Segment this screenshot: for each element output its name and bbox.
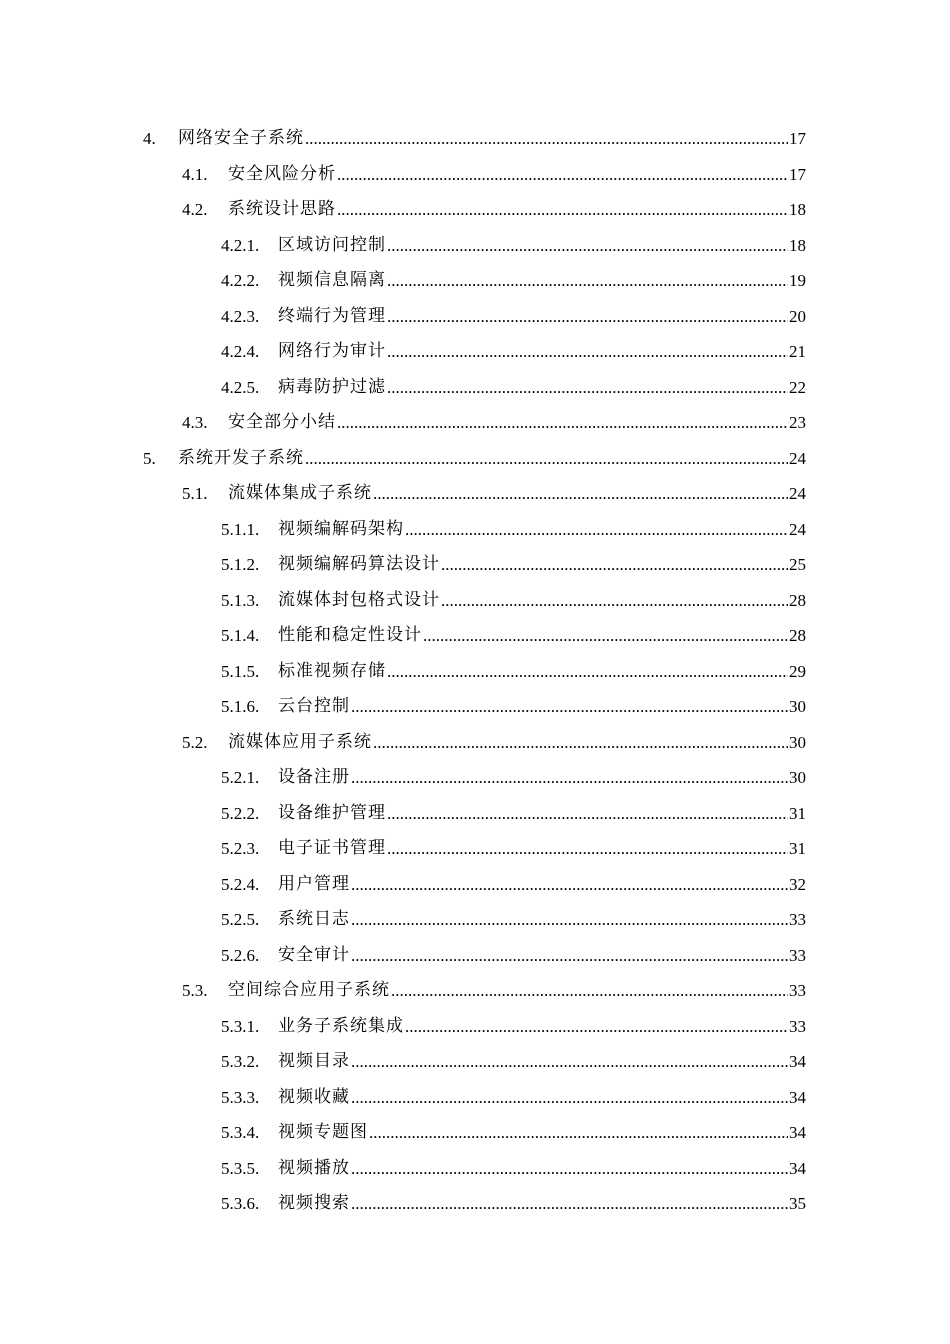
toc-entry-page: 34 <box>789 1052 806 1072</box>
toc-dot-leader <box>305 450 788 467</box>
toc-entry-5-1-5[interactable] <box>0 654 950 690</box>
toc-entry-5-2-4[interactable] <box>0 867 950 903</box>
toc-entry-title: 视频目录 <box>278 1051 350 1072</box>
toc-entry-page: 29 <box>789 661 806 681</box>
toc-dot-leader <box>405 1018 788 1035</box>
toc-entry-4-2-1[interactable] <box>0 228 950 264</box>
toc-entry-title: 区域访问控制 <box>278 234 386 255</box>
toc-entry-number: 4. <box>143 129 156 149</box>
toc-dot-leader <box>387 343 788 360</box>
toc-entry-number: 5.3. <box>182 981 208 1001</box>
toc-entry-title: 设备维护管理 <box>278 802 386 823</box>
toc-dot-leader <box>351 1089 788 1106</box>
toc-entry-number: 5. <box>143 448 156 468</box>
toc-dot-leader <box>387 237 788 254</box>
toc-dot-leader <box>351 698 788 715</box>
toc-entry-number: 5.2.2. <box>221 803 260 823</box>
toc-entry-number: 4.3. <box>182 413 208 433</box>
toc-entry-page: 34 <box>789 1087 806 1107</box>
toc-entry-page: 28 <box>789 590 806 610</box>
toc-entry-title: 空间综合应用子系统 <box>228 980 390 1001</box>
toc-entry-5-2-3[interactable] <box>0 831 950 867</box>
toc-entry-title: 视频编解码架构 <box>278 518 404 539</box>
toc-entry-number: 5.2.1. <box>221 768 260 788</box>
toc-entry-title: 电子证书管理 <box>278 838 386 859</box>
toc-entry-5-1-2[interactable] <box>0 547 950 583</box>
toc-entry-number: 4.2.3. <box>221 306 260 326</box>
toc-entry-5-1-3[interactable] <box>0 583 950 619</box>
toc-dot-leader <box>351 769 788 786</box>
toc-entry-number: 5.2.4. <box>221 874 260 894</box>
toc-entry-title: 视频专题图 <box>278 1122 368 1143</box>
toc-entry-page: 23 <box>789 413 806 433</box>
toc-entry-page: 33 <box>789 1016 806 1036</box>
toc-entry-5-2-2[interactable] <box>0 796 950 832</box>
toc-entry-title: 流媒体封包格式设计 <box>278 589 440 610</box>
toc-dot-leader <box>337 201 788 218</box>
toc-entry-page: 32 <box>789 874 806 894</box>
toc-entry-title: 视频播放 <box>278 1157 350 1178</box>
toc-entry-page: 28 <box>789 626 806 646</box>
toc-entry-title: 云台控制 <box>278 696 350 717</box>
toc-entry-number: 5.3.5. <box>221 1158 260 1178</box>
toc-dot-leader <box>441 556 788 573</box>
table-of-contents <box>0 121 950 1222</box>
toc-entry-page: 31 <box>789 839 806 859</box>
toc-entry-page: 30 <box>789 732 806 752</box>
toc-dot-leader <box>337 414 788 431</box>
toc-dot-leader <box>351 1195 788 1212</box>
toc-entry-number: 4.1. <box>182 164 208 184</box>
toc-entry-page: 17 <box>789 129 806 149</box>
toc-entry-title: 终端行为管理 <box>278 305 386 326</box>
toc-entry-title: 安全审计 <box>278 944 350 965</box>
toc-entry-number: 4.2.2. <box>221 271 260 291</box>
toc-dot-leader <box>391 982 788 999</box>
toc-entry-4-2-3[interactable] <box>0 299 950 335</box>
toc-entry-page: 34 <box>789 1123 806 1143</box>
toc-entry-title: 安全风险分析 <box>228 163 336 184</box>
toc-entry-5-3-1[interactable] <box>0 1009 950 1045</box>
toc-entry-5-3-2[interactable] <box>0 1044 950 1080</box>
toc-dot-leader <box>387 308 788 325</box>
toc-dot-leader <box>405 521 788 538</box>
toc-entry-number: 5.1.4. <box>221 626 260 646</box>
toc-entry-title: 视频搜索 <box>278 1193 350 1214</box>
toc-entry-page: 18 <box>789 200 806 220</box>
toc-entry-page: 20 <box>789 306 806 326</box>
toc-entry-page: 30 <box>789 768 806 788</box>
toc-entry-page: 22 <box>789 377 806 397</box>
toc-entry-page: 17 <box>789 164 806 184</box>
toc-entry-5-3[interactable] <box>0 973 950 1009</box>
toc-entry-page: 24 <box>789 484 806 504</box>
toc-dot-leader <box>387 805 788 822</box>
toc-entry-5-2-1[interactable] <box>0 760 950 796</box>
toc-entry-page: 34 <box>789 1158 806 1178</box>
toc-dot-leader <box>423 627 788 644</box>
toc-entry-number: 5.1. <box>182 484 208 504</box>
toc-entry-title: 标准视频存储 <box>278 660 386 681</box>
toc-dot-leader <box>373 734 788 751</box>
toc-entry-page: 19 <box>789 271 806 291</box>
toc-entry-number: 4.2.5. <box>221 377 260 397</box>
toc-entry-number: 5.1.2. <box>221 555 260 575</box>
toc-dot-leader <box>305 130 788 147</box>
toc-entry-4-2[interactable] <box>0 192 950 228</box>
toc-entry-number: 5.3.6. <box>221 1194 260 1214</box>
toc-entry-5-1[interactable] <box>0 476 950 512</box>
toc-entry-4-1[interactable] <box>0 157 950 193</box>
toc-entry-page: 21 <box>789 342 806 362</box>
toc-entry-number: 5.3.2. <box>221 1052 260 1072</box>
toc-entry-number: 5.2. <box>182 732 208 752</box>
toc-entry-title: 系统设计思路 <box>228 199 336 220</box>
toc-dot-leader <box>337 166 788 183</box>
toc-entry-number: 5.3.1. <box>221 1016 260 1036</box>
toc-entry-number: 5.1.3. <box>221 590 260 610</box>
toc-dot-leader <box>373 485 788 502</box>
toc-entry-page: 25 <box>789 555 806 575</box>
toc-entry-4-3[interactable] <box>0 405 950 441</box>
toc-entry-page: 24 <box>789 448 806 468</box>
toc-entry-5-1-6[interactable] <box>0 689 950 725</box>
toc-entry-5-1-1[interactable] <box>0 512 950 548</box>
toc-entry-5-3-3[interactable] <box>0 1080 950 1116</box>
toc-entry-title: 网络安全子系统 <box>178 128 304 149</box>
toc-entry-number: 5.3.4. <box>221 1123 260 1143</box>
toc-entry-page: 33 <box>789 945 806 965</box>
toc-entry-5-3-6[interactable] <box>0 1186 950 1222</box>
toc-entry-number: 4.2.1. <box>221 235 260 255</box>
toc-entry-4-2-4[interactable] <box>0 334 950 370</box>
toc-entry-title: 视频收藏 <box>278 1086 350 1107</box>
toc-entry-title: 流媒体集成子系统 <box>228 483 372 504</box>
toc-dot-leader <box>387 840 788 857</box>
toc-entry-title: 用户管理 <box>278 873 350 894</box>
toc-entry-5-2-5[interactable] <box>0 902 950 938</box>
toc-entry-title: 视频编解码算法设计 <box>278 554 440 575</box>
toc-entry-page: 35 <box>789 1194 806 1214</box>
toc-entry-number: 5.2.3. <box>221 839 260 859</box>
toc-entry-5-3-4[interactable] <box>0 1115 950 1151</box>
toc-entry-number: 5.1.1. <box>221 519 260 539</box>
toc-entry-number: 4.2. <box>182 200 208 220</box>
toc-dot-leader <box>351 1053 788 1070</box>
toc-dot-leader <box>369 1124 788 1141</box>
toc-dot-leader <box>441 592 788 609</box>
toc-entry-page: 33 <box>789 981 806 1001</box>
toc-entry-title: 网络行为审计 <box>278 341 386 362</box>
toc-entry-5-3-5[interactable] <box>0 1151 950 1187</box>
toc-dot-leader <box>351 911 788 928</box>
toc-dot-leader <box>351 876 788 893</box>
toc-entry-5-2-6[interactable] <box>0 938 950 974</box>
toc-dot-leader <box>351 1160 788 1177</box>
toc-entry-4-2-5[interactable] <box>0 370 950 406</box>
toc-dot-leader <box>387 379 788 396</box>
toc-entry-title: 设备注册 <box>278 767 350 788</box>
toc-entry-number: 5.2.6. <box>221 945 260 965</box>
toc-entry-title: 系统日志 <box>278 909 350 930</box>
toc-entry-title: 系统开发子系统 <box>178 447 304 468</box>
toc-entry-title: 视频信息隔离 <box>278 270 386 291</box>
toc-entry-page: 31 <box>789 803 806 823</box>
toc-dot-leader <box>351 947 788 964</box>
toc-entry-title: 业务子系统集成 <box>278 1015 404 1036</box>
toc-entry-title: 性能和稳定性设计 <box>278 625 422 646</box>
toc-entry-number: 5.3.3. <box>221 1087 260 1107</box>
toc-entry-title: 安全部分小结 <box>228 412 336 433</box>
toc-entry-4[interactable] <box>0 121 950 157</box>
toc-dot-leader <box>387 272 788 289</box>
toc-entry-number: 4.2.4. <box>221 342 260 362</box>
toc-entry-4-2-2[interactable] <box>0 263 950 299</box>
toc-entry-title: 流媒体应用子系统 <box>228 731 372 752</box>
toc-entry-number: 5.1.6. <box>221 697 260 717</box>
toc-entry-page: 24 <box>789 519 806 539</box>
toc-entry-number: 5.2.5. <box>221 910 260 930</box>
toc-entry-5-1-4[interactable] <box>0 618 950 654</box>
toc-entry-5[interactable] <box>0 441 950 477</box>
toc-dot-leader <box>387 663 788 680</box>
toc-entry-page: 18 <box>789 235 806 255</box>
toc-entry-page: 33 <box>789 910 806 930</box>
toc-entry-title: 病毒防护过滤 <box>278 376 386 397</box>
toc-entry-5-2[interactable] <box>0 725 950 761</box>
toc-entry-page: 30 <box>789 697 806 717</box>
toc-entry-number: 5.1.5. <box>221 661 260 681</box>
